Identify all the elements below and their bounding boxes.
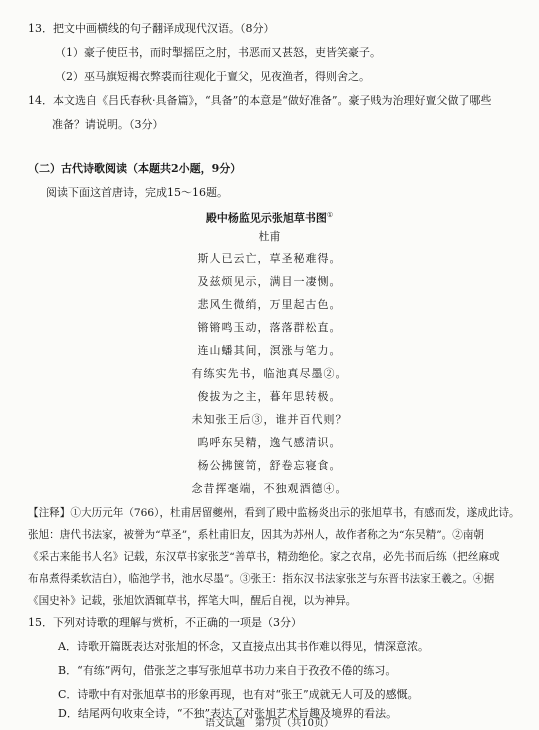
poem-author: 杜甫	[258, 230, 281, 243]
poem-line: 杨公拂箧笥，舒卷忘寝食。	[197, 459, 342, 472]
section-2-intro: 阅读下面这首唐诗，完成15～16题。	[46, 186, 228, 199]
question-15-option-b: B．“有练”两句，借张芝之事写张旭草书功力来自于孜孜不倦的练习。	[58, 664, 397, 677]
question-13-sentence-1: （1）豪子使臣书，而时掣摇臣之肘，书恶而又甚怒，吏皆笑豪子。	[55, 46, 381, 59]
annotation-line-2: 张旭：唐代书法家，被誉为“草圣”，系杜甫旧友，因其为苏州人，故作者称之为“东吴精”。②南朝	[28, 529, 485, 541]
poem-title-footnote-mark: ①	[326, 211, 334, 219]
poem-line: 呜呼东吴精，逸气感清识。	[197, 436, 342, 449]
annotation-line-3: 《采古来能书人名》记载，东汉草书家张芝“善草书，精劲绝伦。家之衣帛，必先书而后练（把丝麻或	[28, 551, 500, 563]
question-15-option-d: D．结尾两句收束全诗，“不独”表达了对张旭艺术旨趣及境界的看法。	[58, 707, 398, 720]
poem-line: 有练实先书，临池真尽墨②。	[191, 367, 348, 380]
question-15-stem: 15．下列对诗歌的理解与赏析，不正确的一项是（3分）	[28, 616, 302, 629]
poem-line: 连山蟠其间，溟涨与笔力。	[197, 344, 342, 357]
section-2-heading: （二）古代诗歌阅读（本题共2小题，9分）	[28, 162, 242, 175]
annotation-line-5: 《国史补》记载，张旭饮酒辄草书，挥笔大叫，醒后自视，以为神异。	[28, 595, 357, 607]
poem-line: 悲风生微绡，万里起古色。	[197, 298, 342, 311]
question-14-line-2: 准备？请说明。（3分）	[52, 118, 164, 131]
question-15-option-c: C．诗歌中有对张旭草书的形象再现，也有对“张王”成就无人可及的感慨。	[58, 688, 419, 701]
poem-line: 斯人已云亡，草圣秘难得。	[197, 252, 342, 265]
question-13-stem: 13．把文中画横线的句子翻译成现代汉语。（8分）	[28, 22, 275, 35]
poem-line: 俊拔为之主，暮年思转极。	[197, 390, 342, 403]
question-15-option-a: A．诗歌开篇既表达对张旭的怀念，又直接点出其书作难以得见，情深意浓。	[58, 640, 429, 653]
poem-line: 及兹烦见示，满目一凄恻。	[197, 275, 342, 288]
poem-title	[0, 208, 539, 226]
annotation-line-1: 【注释】①大历元年（766），杜甫居留夔州，看到了殿中监杨炎出示的张旭草书，有感而发，遂成此诗。	[28, 507, 520, 519]
poem-line: 未知张王后③，谁并百代则？	[191, 413, 348, 426]
question-14-line-1: 14．本文选自《吕氏春秋·具备篇》，“具备”的本意是“做好准备”。豪子贱为治理好亶父做了哪些	[28, 94, 492, 107]
page-footer: 语文试题 第7页（共10页）	[204, 718, 335, 729]
annotation-line-4: 布帛煮得柔软洁白），临池学书，池水尽墨”。③张王：指东汉书法家张芝与东晋书法家王羲之。④据	[28, 573, 495, 585]
poem-title-text: 殿中杨监见示张旭草书图	[205, 211, 327, 225]
poem-line: 锵锵鸣玉动，落落群松直。	[197, 321, 342, 334]
question-13-sentence-2: （2）巫马旗短褐衣弊裘而往观化于亶父，见夜渔者，得则舍之。	[55, 70, 370, 83]
poem-line: 念昔挥毫端，不独观酒德④。	[191, 482, 348, 495]
